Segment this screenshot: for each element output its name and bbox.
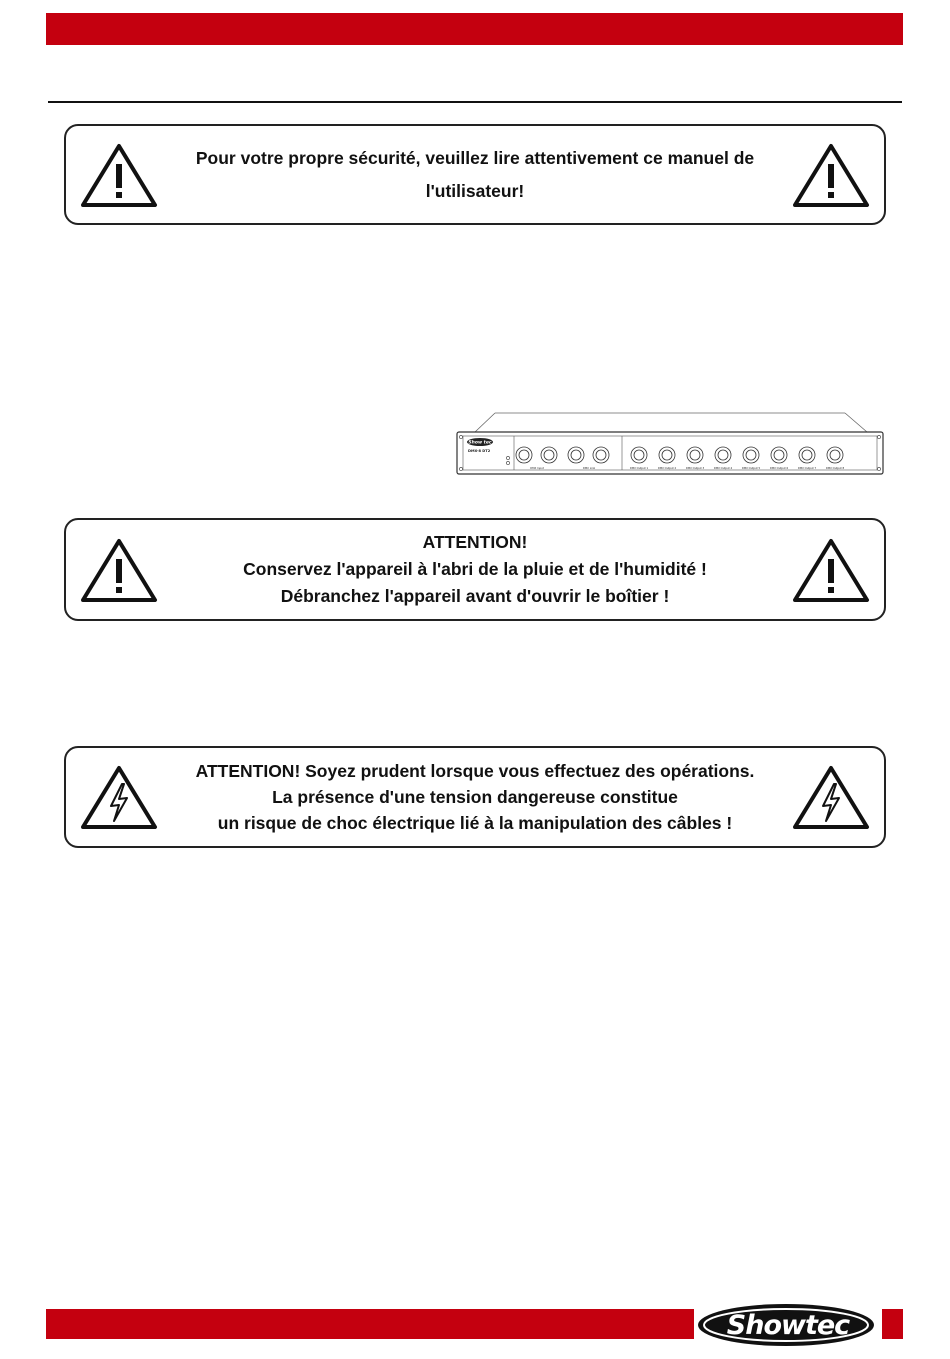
- device-input-label: DMX Input: [530, 467, 544, 470]
- device-output-label: DMX Output 2: [657, 467, 677, 470]
- warning-line: Conservez l'appareil à l'abri de la pluie et de l'humidité !: [243, 559, 707, 579]
- device-output-label: DMX Output 5: [741, 467, 761, 470]
- device-output-label: DMX Output 3: [685, 467, 705, 470]
- device-output-label: DMX Output 6: [769, 467, 789, 470]
- warning-text: [166, 748, 784, 846]
- device-link-label: DMX Link: [582, 467, 596, 470]
- footer-bar-end: [882, 1309, 903, 1339]
- moisture-warning: [64, 518, 886, 621]
- device-output-label: DMX Output 8: [825, 467, 845, 470]
- device-model-label: DMX-8 DT2: [468, 449, 491, 453]
- exclamation-warning-icon: [792, 537, 870, 603]
- electric-shock-warning-icon: [792, 764, 870, 830]
- logo-text: Showtec: [726, 1309, 850, 1341]
- warning-text: [166, 520, 784, 619]
- footer-bar: [46, 1309, 694, 1339]
- electric-shock-warning-icon: [80, 764, 158, 830]
- warning-line: La présence d'une tension dangereuse constitue: [272, 787, 678, 807]
- header-bar: [46, 13, 903, 45]
- warning-line: l'utilisateur!: [425, 180, 525, 201]
- exclamation-warning-icon: [80, 537, 158, 603]
- showtec-logo: [694, 1300, 882, 1350]
- warning-line: Pour votre propre sécurité, veuillez lire attentivement ce manuel de: [195, 147, 755, 168]
- warning-text: [166, 126, 784, 223]
- warning-line: ATTENTION! Soyez prudent lorsque vous effectuez des opérations.: [195, 761, 755, 781]
- device-brand-label: Show tec: [468, 440, 492, 446]
- exclamation-warning-icon: [80, 142, 158, 208]
- exclamation-warning-icon: [792, 142, 870, 208]
- header-rule: [48, 101, 902, 103]
- warning-line: Débranchez l'appareil avant d'ouvrir le boîtier !: [280, 586, 670, 606]
- warning-line: un risque de choc électrique lié à la manipulation des câbles !: [217, 813, 733, 833]
- device-output-label: DMX Output 4: [713, 467, 733, 470]
- device-output-label: DMX Output 1: [629, 467, 649, 470]
- safety-manual-warning: [64, 124, 886, 225]
- device-output-label: DMX Output 7: [797, 467, 817, 470]
- device-front-panel-illustration: [455, 410, 885, 476]
- warning-line: ATTENTION!: [422, 532, 528, 552]
- electric-shock-warning: [64, 746, 886, 848]
